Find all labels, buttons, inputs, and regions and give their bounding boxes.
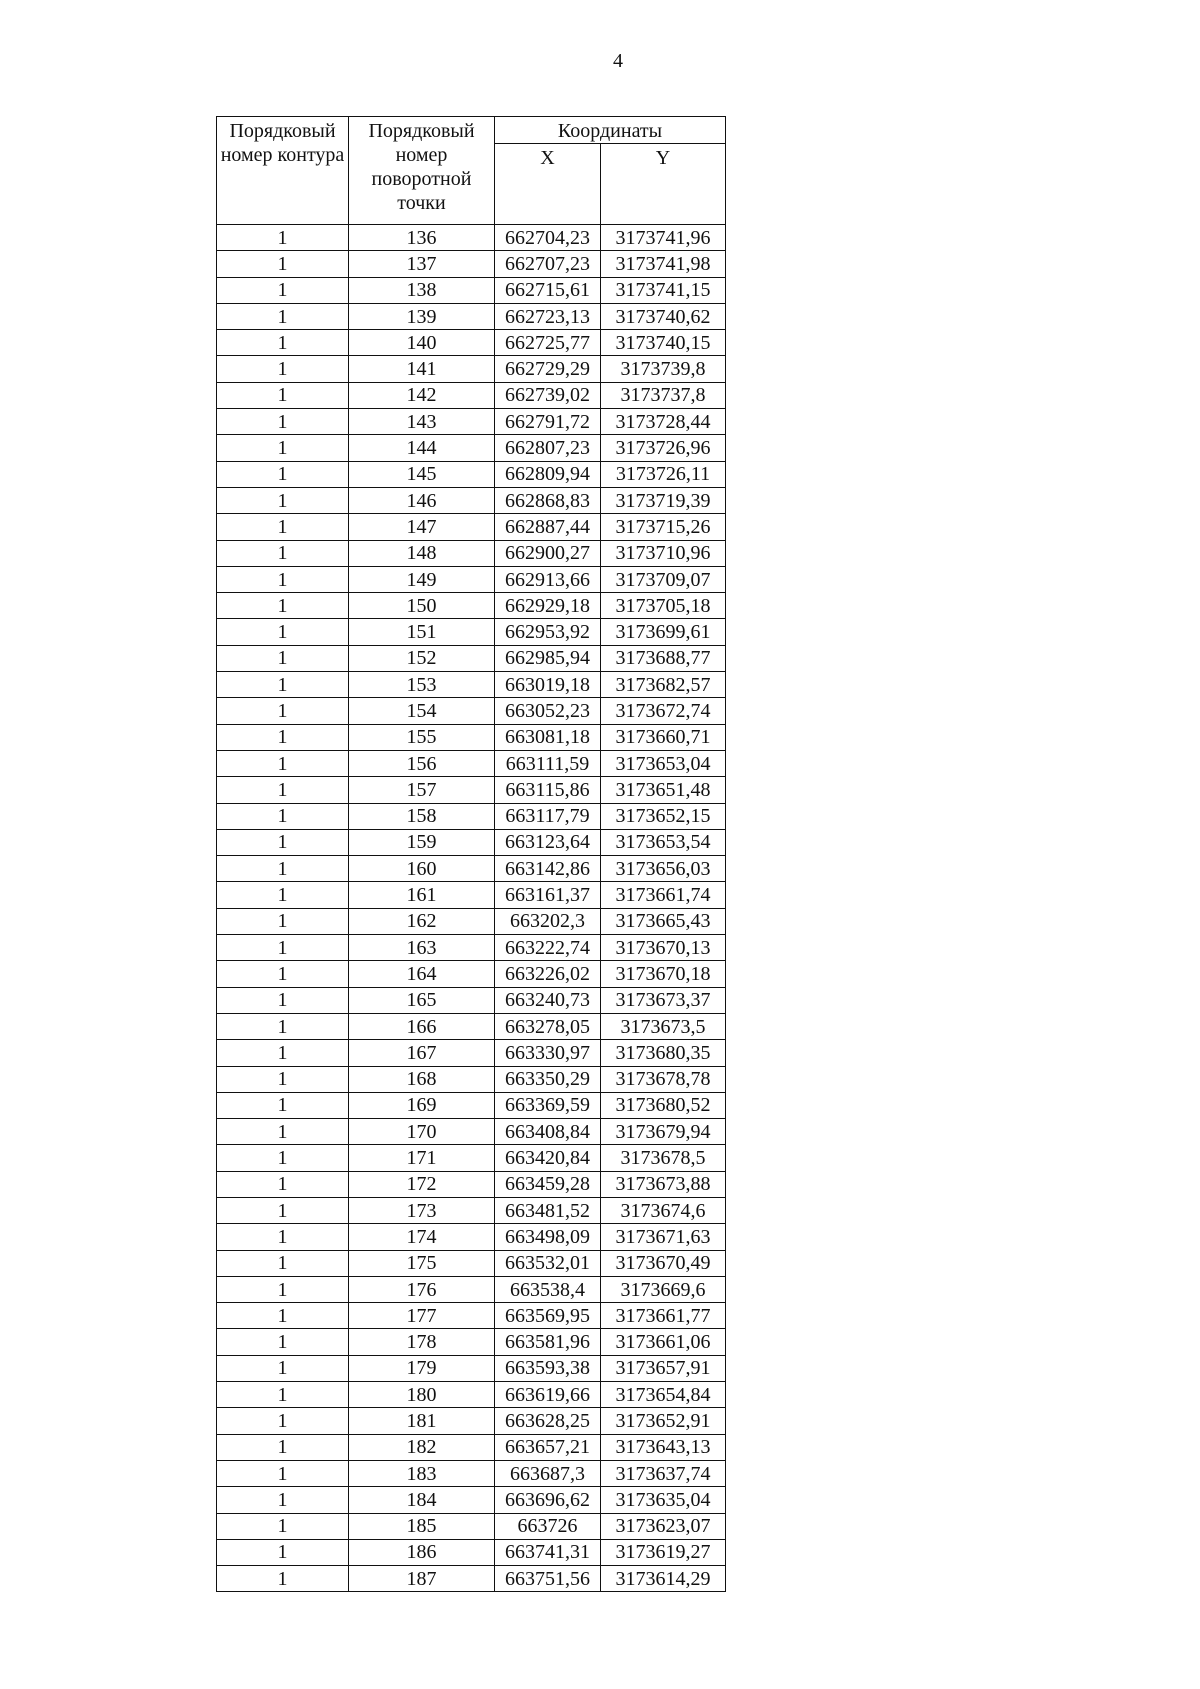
cell-y: 3173672,74 — [601, 698, 726, 724]
cell-y: 3173682,57 — [601, 672, 726, 698]
cell-point-number: 141 — [349, 356, 495, 382]
cell-contour-number: 1 — [217, 540, 349, 566]
cell-y: 3173657,91 — [601, 1355, 726, 1381]
cell-contour-number: 1 — [217, 435, 349, 461]
cell-contour-number: 1 — [217, 1171, 349, 1197]
cell-contour-number: 1 — [217, 803, 349, 829]
cell-point-number: 153 — [349, 672, 495, 698]
cell-y: 3173709,07 — [601, 566, 726, 592]
cell-point-number: 165 — [349, 987, 495, 1013]
cell-y: 3173652,91 — [601, 1408, 726, 1434]
table-row — [217, 961, 726, 987]
cell-x: 663538,4 — [495, 1276, 601, 1302]
table-row — [217, 330, 726, 356]
cell-point-number: 138 — [349, 277, 495, 303]
cell-x: 663408,84 — [495, 1119, 601, 1145]
cell-contour-number: 1 — [217, 1092, 349, 1118]
cell-point-number: 180 — [349, 1382, 495, 1408]
cell-x: 663123,64 — [495, 829, 601, 855]
cell-contour-number: 1 — [217, 961, 349, 987]
cell-x: 663081,18 — [495, 724, 601, 750]
cell-y: 3173614,29 — [601, 1566, 726, 1592]
cell-contour-number: 1 — [217, 1460, 349, 1486]
table-row — [217, 1539, 726, 1565]
cell-point-number: 179 — [349, 1355, 495, 1381]
cell-y: 3173726,11 — [601, 461, 726, 487]
table-row — [217, 251, 726, 277]
cell-x: 663330,97 — [495, 1040, 601, 1066]
cell-contour-number: 1 — [217, 1566, 349, 1592]
table-row — [217, 987, 726, 1013]
cell-y: 3173726,96 — [601, 435, 726, 461]
cell-point-number: 160 — [349, 856, 495, 882]
table-row — [217, 777, 726, 803]
cell-x: 662985,94 — [495, 645, 601, 671]
table-row — [217, 1013, 726, 1039]
cell-point-number: 143 — [349, 409, 495, 435]
cell-x: 662929,18 — [495, 593, 601, 619]
cell-x: 663111,59 — [495, 750, 601, 776]
table-row — [217, 540, 726, 566]
cell-point-number: 173 — [349, 1197, 495, 1223]
cell-point-number: 161 — [349, 882, 495, 908]
cell-contour-number: 1 — [217, 487, 349, 513]
cell-y: 3173669,6 — [601, 1276, 726, 1302]
cell-y: 3173741,98 — [601, 251, 726, 277]
cell-contour-number: 1 — [217, 409, 349, 435]
cell-point-number: 156 — [349, 750, 495, 776]
cell-x: 663687,3 — [495, 1460, 601, 1486]
cell-y: 3173623,07 — [601, 1513, 726, 1539]
table-row — [217, 225, 726, 251]
cell-contour-number: 1 — [217, 382, 349, 408]
cell-contour-number: 1 — [217, 619, 349, 645]
cell-y: 3173737,8 — [601, 382, 726, 408]
cell-contour-number: 1 — [217, 1197, 349, 1223]
cell-point-number: 183 — [349, 1460, 495, 1486]
cell-contour-number: 1 — [217, 1250, 349, 1276]
cell-y: 3173678,78 — [601, 1066, 726, 1092]
cell-y: 3173654,84 — [601, 1382, 726, 1408]
cell-contour-number: 1 — [217, 829, 349, 855]
table-row — [217, 1355, 726, 1381]
table-row — [217, 487, 726, 513]
cell-y: 3173661,74 — [601, 882, 726, 908]
cell-contour-number: 1 — [217, 856, 349, 882]
cell-point-number: 169 — [349, 1092, 495, 1118]
cell-x: 662715,61 — [495, 277, 601, 303]
cell-x: 662868,83 — [495, 487, 601, 513]
cell-point-number: 182 — [349, 1434, 495, 1460]
cell-contour-number: 1 — [217, 1329, 349, 1355]
cell-x: 663459,28 — [495, 1171, 601, 1197]
cell-point-number: 146 — [349, 487, 495, 513]
cell-y: 3173710,96 — [601, 540, 726, 566]
table-row — [217, 672, 726, 698]
cell-contour-number: 1 — [217, 1434, 349, 1460]
table-row — [217, 382, 726, 408]
cell-x: 662729,29 — [495, 356, 601, 382]
table-row — [217, 409, 726, 435]
cell-point-number: 140 — [349, 330, 495, 356]
cell-point-number: 175 — [349, 1250, 495, 1276]
table-row — [217, 1303, 726, 1329]
cell-point-number: 157 — [349, 777, 495, 803]
table-row — [217, 935, 726, 961]
table-row — [217, 1276, 726, 1302]
cell-x: 662953,92 — [495, 619, 601, 645]
cell-contour-number: 1 — [217, 777, 349, 803]
cell-y: 3173643,13 — [601, 1434, 726, 1460]
table-row — [217, 908, 726, 934]
cell-contour-number: 1 — [217, 698, 349, 724]
cell-x: 663115,86 — [495, 777, 601, 803]
cell-point-number: 147 — [349, 514, 495, 540]
cell-y: 3173679,94 — [601, 1119, 726, 1145]
cell-x: 663240,73 — [495, 987, 601, 1013]
cell-x: 663052,23 — [495, 698, 601, 724]
cell-x: 663226,02 — [495, 961, 601, 987]
cell-y: 3173661,06 — [601, 1329, 726, 1355]
cell-contour-number: 1 — [217, 724, 349, 750]
cell-point-number: 154 — [349, 698, 495, 724]
cell-contour-number: 1 — [217, 225, 349, 251]
cell-point-number: 166 — [349, 1013, 495, 1039]
cell-y: 3173680,52 — [601, 1092, 726, 1118]
cell-y: 3173671,63 — [601, 1224, 726, 1250]
cell-contour-number: 1 — [217, 277, 349, 303]
table-row — [217, 1329, 726, 1355]
cell-point-number: 152 — [349, 645, 495, 671]
cell-point-number: 178 — [349, 1329, 495, 1355]
cell-x: 663481,52 — [495, 1197, 601, 1223]
cell-point-number: 149 — [349, 566, 495, 592]
cell-x: 663569,95 — [495, 1303, 601, 1329]
cell-point-number: 142 — [349, 382, 495, 408]
table-row — [217, 277, 726, 303]
cell-contour-number: 1 — [217, 1303, 349, 1329]
cell-x: 663161,37 — [495, 882, 601, 908]
table-row — [217, 461, 726, 487]
cell-x: 663350,29 — [495, 1066, 601, 1092]
cell-point-number: 177 — [349, 1303, 495, 1329]
cell-point-number: 164 — [349, 961, 495, 987]
cell-y: 3173741,15 — [601, 277, 726, 303]
table-row — [217, 750, 726, 776]
cell-y: 3173699,61 — [601, 619, 726, 645]
cell-y: 3173674,6 — [601, 1197, 726, 1223]
cell-y: 3173670,49 — [601, 1250, 726, 1276]
cell-x: 663741,31 — [495, 1539, 601, 1565]
table-row — [217, 882, 726, 908]
cell-x: 663117,79 — [495, 803, 601, 829]
cell-contour-number: 1 — [217, 1487, 349, 1513]
cell-x: 662791,72 — [495, 409, 601, 435]
cell-x: 662900,27 — [495, 540, 601, 566]
cell-y: 3173740,15 — [601, 330, 726, 356]
table-row — [217, 724, 726, 750]
cell-x: 663498,09 — [495, 1224, 601, 1250]
cell-point-number: 162 — [349, 908, 495, 934]
cell-contour-number: 1 — [217, 461, 349, 487]
cell-y: 3173688,77 — [601, 645, 726, 671]
table-row — [217, 1171, 726, 1197]
cell-y: 3173741,96 — [601, 225, 726, 251]
cell-contour-number: 1 — [217, 1355, 349, 1381]
table-row — [217, 1197, 726, 1223]
table-row — [217, 645, 726, 671]
cell-contour-number: 1 — [217, 1145, 349, 1171]
cell-contour-number: 1 — [217, 303, 349, 329]
cell-point-number: 174 — [349, 1224, 495, 1250]
cell-x: 663619,66 — [495, 1382, 601, 1408]
cell-x: 663751,56 — [495, 1566, 601, 1592]
cell-contour-number: 1 — [217, 1408, 349, 1434]
cell-x: 663222,74 — [495, 935, 601, 961]
cell-contour-number: 1 — [217, 330, 349, 356]
cell-contour-number: 1 — [217, 356, 349, 382]
header-coordinates: Координаты — [495, 117, 726, 144]
header-point-number: Порядковый номер поворотной точки — [349, 117, 495, 225]
table-row — [217, 619, 726, 645]
cell-y: 3173661,77 — [601, 1303, 726, 1329]
table-row — [217, 829, 726, 855]
table-row — [217, 698, 726, 724]
cell-point-number: 170 — [349, 1119, 495, 1145]
table-row — [217, 1250, 726, 1276]
cell-contour-number: 1 — [217, 566, 349, 592]
table-row — [217, 1382, 726, 1408]
cell-point-number: 136 — [349, 225, 495, 251]
cell-y: 3173653,54 — [601, 829, 726, 855]
cell-x: 663202,3 — [495, 908, 601, 934]
cell-contour-number: 1 — [217, 1513, 349, 1539]
cell-contour-number: 1 — [217, 645, 349, 671]
cell-x: 663420,84 — [495, 1145, 601, 1171]
table-row — [217, 1119, 726, 1145]
table-row — [217, 1460, 726, 1486]
cell-y: 3173653,04 — [601, 750, 726, 776]
table-row — [217, 1487, 726, 1513]
cell-point-number: 145 — [349, 461, 495, 487]
cell-contour-number: 1 — [217, 1224, 349, 1250]
cell-contour-number: 1 — [217, 987, 349, 1013]
cell-point-number: 181 — [349, 1408, 495, 1434]
cell-contour-number: 1 — [217, 1382, 349, 1408]
table-row — [217, 1040, 726, 1066]
cell-x: 662725,77 — [495, 330, 601, 356]
cell-y: 3173678,5 — [601, 1145, 726, 1171]
cell-contour-number: 1 — [217, 908, 349, 934]
cell-x: 663278,05 — [495, 1013, 601, 1039]
cell-contour-number: 1 — [217, 593, 349, 619]
cell-x: 662704,23 — [495, 225, 601, 251]
table-row — [217, 803, 726, 829]
cell-x: 663581,96 — [495, 1329, 601, 1355]
header-y: Y — [601, 144, 726, 225]
cell-contour-number: 1 — [217, 672, 349, 698]
cell-point-number: 148 — [349, 540, 495, 566]
cell-contour-number: 1 — [217, 251, 349, 277]
cell-y: 3173619,27 — [601, 1539, 726, 1565]
cell-point-number: 163 — [349, 935, 495, 961]
cell-contour-number: 1 — [217, 750, 349, 776]
cell-point-number: 151 — [349, 619, 495, 645]
cell-point-number: 187 — [349, 1566, 495, 1592]
cell-y: 3173673,37 — [601, 987, 726, 1013]
cell-y: 3173728,44 — [601, 409, 726, 435]
table-header — [217, 117, 726, 225]
table-row — [217, 1224, 726, 1250]
cell-contour-number: 1 — [217, 1040, 349, 1066]
cell-y: 3173635,04 — [601, 1487, 726, 1513]
cell-point-number: 155 — [349, 724, 495, 750]
cell-y: 3173719,39 — [601, 487, 726, 513]
page-number: 4 — [613, 50, 623, 72]
cell-point-number: 168 — [349, 1066, 495, 1092]
cell-x: 662807,23 — [495, 435, 601, 461]
table-row — [217, 1566, 726, 1592]
header-x: X — [495, 144, 601, 225]
cell-contour-number: 1 — [217, 1276, 349, 1302]
cell-y: 3173670,18 — [601, 961, 726, 987]
cell-contour-number: 1 — [217, 1119, 349, 1145]
cell-y: 3173651,48 — [601, 777, 726, 803]
cell-contour-number: 1 — [217, 514, 349, 540]
cell-x: 663593,38 — [495, 1355, 601, 1381]
header-contour-number: Порядковый номер контура — [217, 117, 349, 225]
cell-x: 663369,59 — [495, 1092, 601, 1118]
cell-point-number: 171 — [349, 1145, 495, 1171]
cell-y: 3173670,13 — [601, 935, 726, 961]
table-row — [217, 303, 726, 329]
cell-y: 3173660,71 — [601, 724, 726, 750]
cell-y: 3173705,18 — [601, 593, 726, 619]
cell-y: 3173652,15 — [601, 803, 726, 829]
cell-x: 663628,25 — [495, 1408, 601, 1434]
cell-x: 662913,66 — [495, 566, 601, 592]
cell-contour-number: 1 — [217, 1013, 349, 1039]
cell-y: 3173673,88 — [601, 1171, 726, 1197]
cell-x: 663657,21 — [495, 1434, 601, 1460]
cell-point-number: 144 — [349, 435, 495, 461]
cell-contour-number: 1 — [217, 1539, 349, 1565]
table-row — [217, 593, 726, 619]
cell-x: 663142,86 — [495, 856, 601, 882]
cell-x: 662887,44 — [495, 514, 601, 540]
cell-point-number: 150 — [349, 593, 495, 619]
cell-point-number: 186 — [349, 1539, 495, 1565]
cell-x: 662809,94 — [495, 461, 601, 487]
cell-y: 3173637,74 — [601, 1460, 726, 1486]
table-row — [217, 1434, 726, 1460]
cell-point-number: 184 — [349, 1487, 495, 1513]
cell-x: 662707,23 — [495, 251, 601, 277]
cell-x: 663532,01 — [495, 1250, 601, 1276]
coordinates-table — [216, 116, 726, 1592]
cell-point-number: 185 — [349, 1513, 495, 1539]
cell-x: 662739,02 — [495, 382, 601, 408]
table-row — [217, 566, 726, 592]
cell-point-number: 137 — [349, 251, 495, 277]
cell-contour-number: 1 — [217, 882, 349, 908]
cell-contour-number: 1 — [217, 1066, 349, 1092]
cell-point-number: 158 — [349, 803, 495, 829]
cell-point-number: 172 — [349, 1171, 495, 1197]
cell-y: 3173739,8 — [601, 356, 726, 382]
cell-x: 663726 — [495, 1513, 601, 1539]
cell-x: 663696,62 — [495, 1487, 601, 1513]
table-body — [217, 225, 726, 1592]
cell-y: 3173656,03 — [601, 856, 726, 882]
cell-y: 3173665,43 — [601, 908, 726, 934]
cell-point-number: 167 — [349, 1040, 495, 1066]
table-row — [217, 1145, 726, 1171]
cell-y: 3173740,62 — [601, 303, 726, 329]
cell-y: 3173715,26 — [601, 514, 726, 540]
table-row — [217, 1066, 726, 1092]
table-row — [217, 356, 726, 382]
table-row — [217, 1092, 726, 1118]
cell-point-number: 176 — [349, 1276, 495, 1302]
cell-x: 662723,13 — [495, 303, 601, 329]
cell-y: 3173673,5 — [601, 1013, 726, 1039]
table-row — [217, 856, 726, 882]
table-row — [217, 435, 726, 461]
cell-contour-number: 1 — [217, 935, 349, 961]
cell-x: 663019,18 — [495, 672, 601, 698]
table-row — [217, 1513, 726, 1539]
table-row — [217, 514, 726, 540]
cell-point-number: 139 — [349, 303, 495, 329]
cell-y: 3173680,35 — [601, 1040, 726, 1066]
cell-point-number: 159 — [349, 829, 495, 855]
table-row — [217, 1408, 726, 1434]
